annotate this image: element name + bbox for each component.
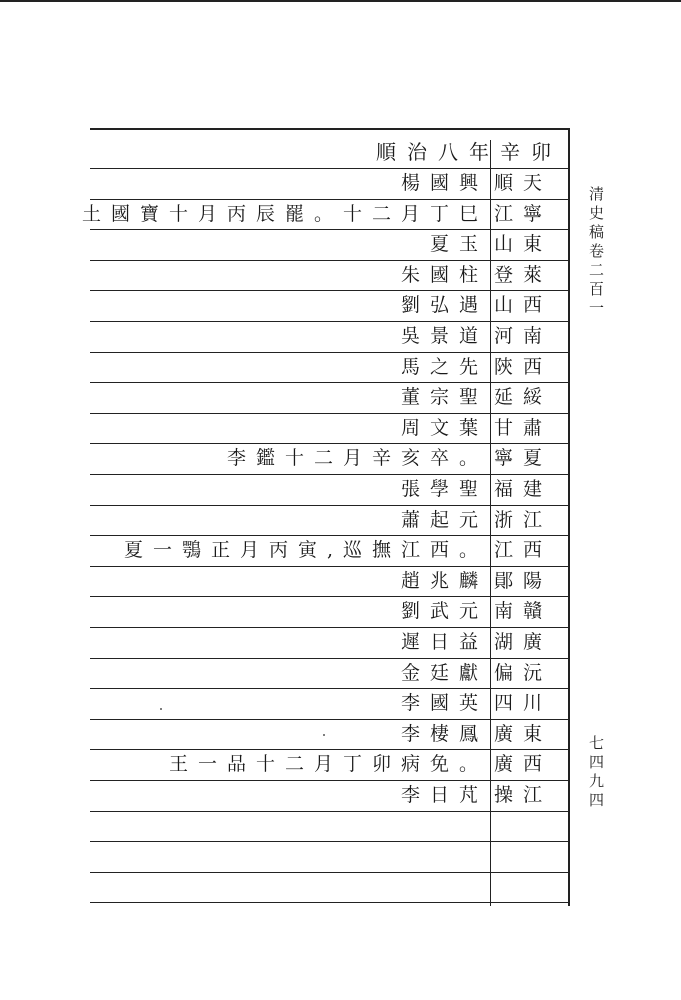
table-row-office: 順天 — [494, 172, 553, 194]
table-row-office: 甘肅 — [494, 416, 553, 439]
row-rule — [90, 811, 570, 812]
table-row-office: 寧夏 — [494, 447, 553, 470]
table-row-entry: 周文葉 — [400, 416, 488, 439]
page-number: 七四九四 — [587, 735, 605, 811]
table-row-office: 登萊 — [494, 263, 553, 286]
table-row-entry: 趙兆麟 — [400, 569, 488, 592]
row-rule — [90, 902, 570, 903]
table-row-entry: 劉武元 — [400, 600, 488, 623]
table-row-office: 江寧 — [494, 202, 553, 225]
table-row-office: 山東 — [494, 233, 553, 256]
table-row-office: 南贛 — [494, 600, 553, 623]
table-row-office: 江西 — [494, 539, 553, 562]
table-row-entry: 蕭起元 — [400, 508, 488, 531]
table-row-entry: 金廷獻 — [400, 661, 488, 684]
table-right-border — [568, 128, 570, 906]
table-row-entry: 吳景道 — [400, 325, 488, 347]
table-row-office: 福建 — [494, 478, 553, 500]
table-row-office: 廣西 — [494, 753, 553, 776]
table-row-office: 偏沅 — [494, 661, 553, 684]
table-row-entry: 遲日益 — [400, 631, 488, 653]
table-row-entry: 李日芃 — [400, 784, 488, 806]
table-row-office: 延綏 — [494, 386, 553, 409]
table-row-office: 四川 — [494, 692, 553, 715]
table-row-entry: 朱國柱 — [400, 263, 488, 286]
table-row-entry: 馬之先 — [400, 355, 488, 378]
table-row-entry: 夏玉 — [429, 233, 488, 256]
table-row-office: 河南 — [494, 325, 553, 347]
scan-speck — [160, 708, 162, 710]
table-row-entry: 楊國興 — [400, 172, 488, 194]
table-row-office: 廣東 — [494, 722, 553, 745]
side-running-title: 清史稿卷二百一 — [587, 186, 605, 319]
table-row-office: 山西 — [494, 294, 553, 317]
table-row-entry: 夏一鶚正月丙寅,巡撫江西。 — [123, 539, 488, 562]
table-row-entry: 董宗聖 — [400, 386, 488, 409]
table-row-entry: 李國英 — [400, 692, 488, 715]
scan-speck — [323, 734, 325, 736]
table-row-entry: 李棲鳳 — [400, 722, 488, 745]
table-row-office: 湖廣 — [494, 631, 553, 653]
table-row-office: 操江 — [494, 784, 553, 806]
table-top-border — [90, 128, 570, 130]
table-row-entry: 張學聖 — [400, 478, 488, 500]
table-row-entry: 土國寶十月丙辰罷。十二月丁巳 — [81, 202, 488, 225]
table-row-entry: 王一品十二月丁卯病免。 — [168, 753, 488, 776]
table-column-divider — [490, 140, 491, 906]
governors-table — [81, 128, 570, 906]
table-row-entry: 李鑑十二月辛亥卒。 — [226, 447, 488, 470]
row-rule — [90, 872, 570, 873]
table-row-office: 陝西 — [494, 355, 553, 378]
page-top-rule — [0, 0, 681, 2]
table-row-entry: 劉弘遇 — [400, 294, 488, 317]
table-row-office: 浙江 — [494, 508, 553, 531]
table-row-office: 鄖陽 — [494, 569, 553, 592]
row-rule — [90, 841, 570, 842]
table-header: 順治八年辛卯 — [376, 140, 562, 164]
